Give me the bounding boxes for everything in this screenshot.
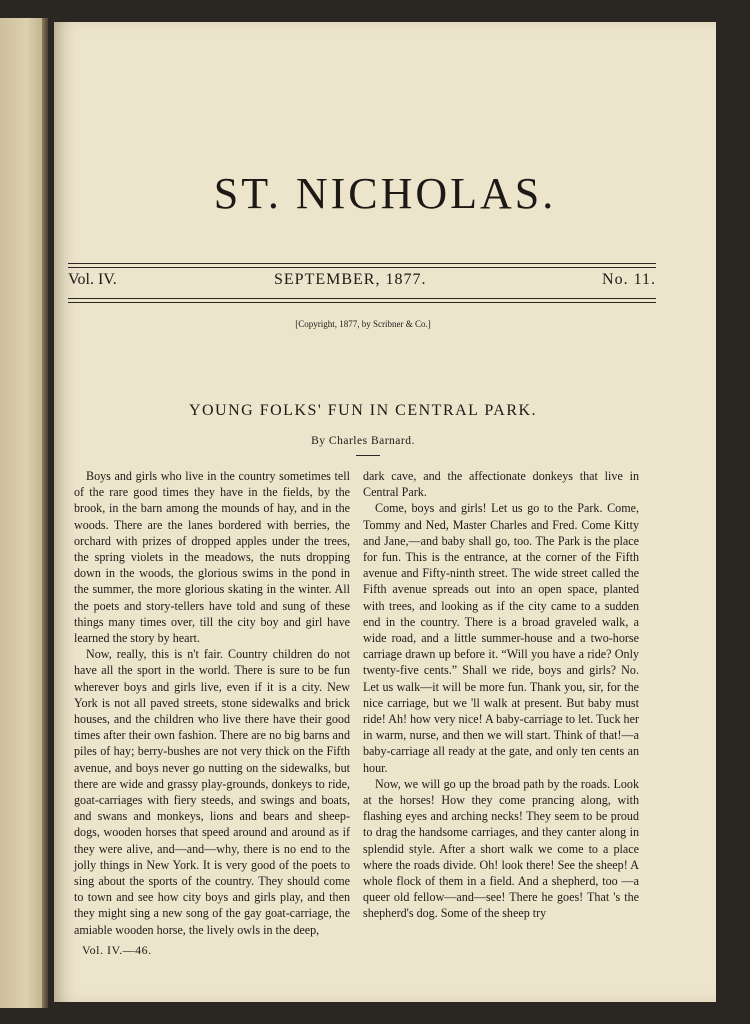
article-byline: By Charles Barnard. <box>311 435 415 447</box>
left-column <box>74 468 350 938</box>
article-title: YOUNG FOLKS' FUN IN CENTRAL PARK. <box>188 402 538 419</box>
book-gutter <box>42 18 48 1008</box>
copyright-notice: [Copyright, 1877, by Scribner & Co.] <box>295 319 431 329</box>
header-rule-top <box>68 263 656 264</box>
paragraph: Boys and girls who live in the country sometimes tell of the rare good times they have in the fields, by the brook, in the barn among the mounds of hay, and in the woods. There are the lanes bordered with berries, the orchard with prizes of dropped apples under the trees, the spring violets in the meadows, the nuts dropping down in the woods, the glorious swims in the pond in the summer, the more glorious skating in the winter. All the poets and story-tellers have told and sung of these things many times over, till the city boy and girl have learned the story by heart. <box>74 469 350 646</box>
header-rule-bottom-inner <box>68 302 656 303</box>
magazine-title: ST. NICHOLAS. <box>213 169 557 218</box>
header-rule-top-inner <box>68 267 656 268</box>
paragraph: Now, really, this is n't fair. Country children do not have all the sport in the world. There is sure to be fun wherever boys and girls live, even if it is a city. New York is not all paved streets, stone sidewalks and brick houses, and the children who live there have their good times after their own fashion. There are no big barns and piles of hay; berry-bushes are not very thick on the Fifth avenue, and boys never go nutting on the sidewalks, but there are wide and grassy play-grounds, donkeys to ride, goat-carriages with fiery steeds, and swings and boats, and swans and monkeys, lions and bears and sheep-dogs, wooden horses that speed around and around as if they were alive, and—and—why, there is no end to the jolly things in New York. It is very good of the poets to sing about the sports of the country. They should come to town and see how city boys and girls play, and then they might sing a new song of the gay goat-carriage, the amiable wooden horse, the lively owls in the deep, <box>74 647 350 937</box>
header-rule-bottom <box>68 298 656 299</box>
byline-rule <box>356 455 380 456</box>
issue-info-row <box>68 271 656 295</box>
facing-page-edge <box>0 18 48 1008</box>
paragraph: Come, boys and girls! Let us go to the Park. Come, Tommy and Ned, Master Charles and Fred. Come Kitty and Jane,—and baby shall go, too. The Park is the place for fun. This is the entrance, at the corner of the Fifth avenue and Fifty-ninth street. The wide street called the Fifth avenue spreads out into an open space, planted with trees, and looking as if the city came to a sudden end in the country. There is a broad graveled walk, a wide road, and a little summer-house and a two-horse carriage drawn up before it. “Will you have a ride? Only twenty-five cents.” Shall we ride, boys and girls? No. Let us walk—it will be more fun. Thank you, sir, for the nice carriage, but we 'll walk at present. But baby must ride! Ah! how very nice! A baby-carriage to let. Tuck her in warm, nurse, and then we will start. Think of that!—a baby-carriage all ready at the gate, and only ten cents an hour. <box>363 501 639 775</box>
issue-date: SEPTEMBER, 1877. <box>274 271 427 288</box>
issue-number: No. 11. <box>602 271 656 288</box>
paragraph: Now, we will go up the broad path by the roads. Look at the horses! How they come prancing along, with flashing eyes and arching necks! They seem to be proud to drag the handsome carriages, and they canter along in splendid style. After a short walk we come to a place where the roads divide. Oh! look there! See the sheep! A whole flock of them in a field. And a shepherd, too —a queer old fellow—and—see! There he goes! That 's the shepherd's dog. Some of the sheep try <box>363 776 639 921</box>
paragraph: dark cave, and the affectionate donkeys that live in Central Park. <box>363 469 639 500</box>
signature-mark: Vol. IV.—46. <box>82 943 152 957</box>
volume-label: Vol. IV. <box>68 271 117 288</box>
magazine-page <box>54 22 716 1002</box>
right-column <box>363 468 639 922</box>
